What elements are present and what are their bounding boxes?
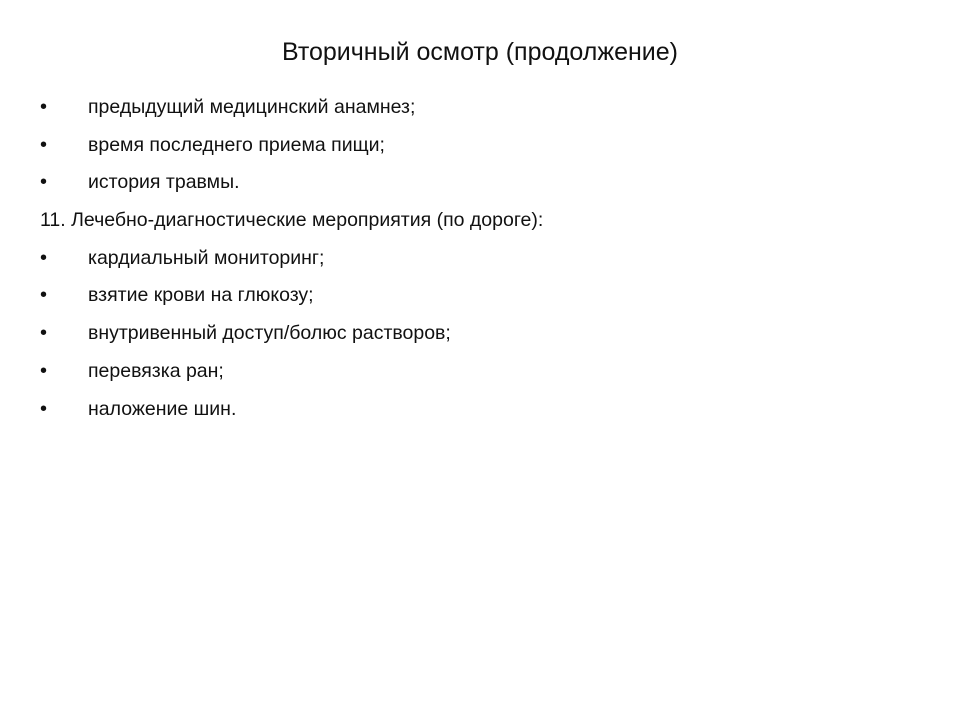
list-item-text: кардиальный мониторинг; <box>88 246 325 269</box>
list-item <box>40 353 920 391</box>
bullet-icon: • <box>40 284 48 307</box>
list-item <box>40 240 920 278</box>
list-item-text: наложение шин. <box>88 397 237 420</box>
bullet-icon: • <box>40 246 48 269</box>
bullet-icon: • <box>40 397 48 420</box>
content-list <box>40 89 920 428</box>
list-item-text: история травмы. <box>88 171 240 194</box>
bullet-icon: • <box>40 171 48 194</box>
list-item <box>40 391 920 429</box>
bullet-icon: • <box>40 359 48 382</box>
list-item-text: предыдущий медицинский анамнез; <box>88 96 416 118</box>
list-item-text: взятие крови на глюкозу; <box>88 284 314 307</box>
list-item <box>40 89 920 127</box>
list-item <box>40 315 920 353</box>
list-item-text: перевязка ран; <box>88 359 224 382</box>
numbered-heading <box>40 202 920 240</box>
bullet-icon: • <box>40 322 48 345</box>
list-item <box>40 127 920 165</box>
list-item <box>40 277 920 315</box>
list-item-text: внутривенный доступ/болюс растворов; <box>88 322 451 345</box>
bullet-icon: • <box>40 133 48 156</box>
list-item <box>40 164 920 202</box>
list-item-text: время последнего приема пищи; <box>88 133 385 156</box>
slide-title: Вторичный осмотр (продолжение) <box>281 38 679 66</box>
numbered-heading-text: 11. Лечебно-диагностические мероприятия (по дороге): <box>40 209 544 232</box>
bullet-icon: • <box>40 96 48 118</box>
